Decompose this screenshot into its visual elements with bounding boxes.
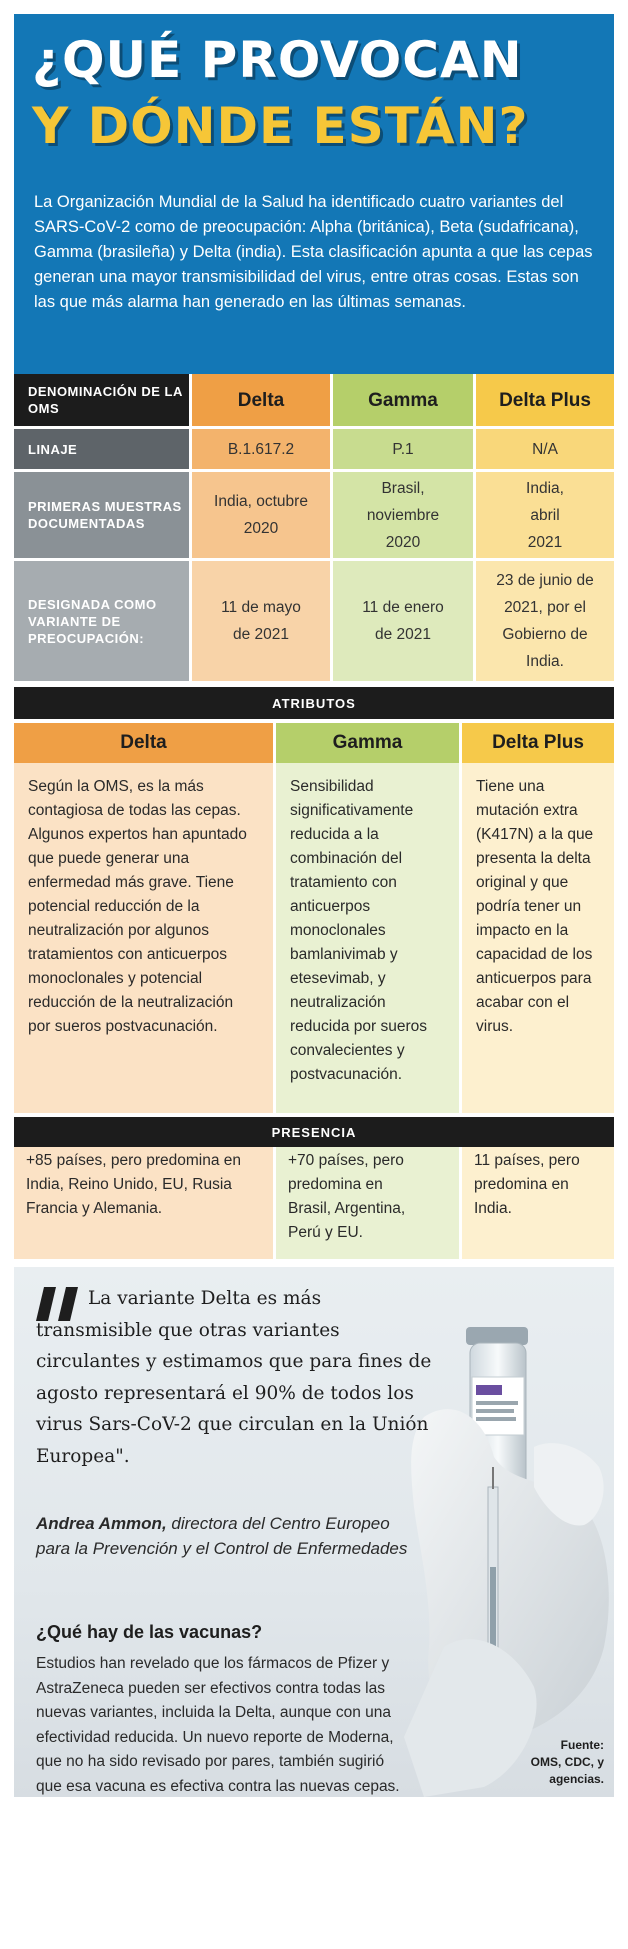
title-line-2: Y DÓNDE ESTÁN? <box>32 97 529 155</box>
table-row-primeras-muestras <box>14 472 614 558</box>
presencia-gamma: +70 países, pero predomina en Brasil, Argentina, Perú y EU. <box>276 1147 462 1259</box>
source-text: OMS, CDC, y agencias. <box>530 1755 604 1786</box>
quote-author <box>36 1511 426 1561</box>
row-label-primeras-muestras: PRIMERAS MUESTRAS DOCUMENTADAS <box>14 472 192 558</box>
atributos-delta <box>14 723 276 1113</box>
row-label-designada: DESIGNADA COMO VARIANTE DE PREOCUPACIÓN: <box>14 561 192 681</box>
atributos-gamma-title: Gamma <box>276 723 459 763</box>
quote-section <box>14 1267 614 1797</box>
author-name: Andrea Ammon, <box>36 1514 167 1533</box>
table-cell: India, abril 2021 <box>476 472 614 558</box>
title-line-1: ¿QUÉ PROVOCAN <box>32 31 523 89</box>
atributos-gamma-text: Sensibilidad significativamente reducida a la combinación del tratamiento con anticuerpos monoclonales bamlanivimab y etesevimab, y neutralización reducida por sueros convalecientes y postvacunación. <box>290 778 427 1083</box>
atributos-bar: ATRIBUTOS <box>14 687 614 719</box>
table-cell: P.1 <box>333 429 476 469</box>
row-label-denominacion: DENOMINACIÓN DE LA OMS <box>14 374 192 426</box>
quote-text: La variante Delta es más transmisible que otras variantes circulantes y estimamos que para fines de agosto representará el 90% de todos los virus Sars-CoV-2 que circulan en la Unión Europea". <box>36 1288 432 1467</box>
column-header-delta-plus: Delta Plus <box>476 374 614 426</box>
atributos-gamma <box>276 723 462 1113</box>
header-panel <box>14 14 614 374</box>
table-row-linaje <box>14 429 614 469</box>
vacunas-title: ¿Qué hay de las vacunas? <box>36 1622 263 1642</box>
column-header-delta: Delta <box>192 374 333 426</box>
presencia-columns <box>14 1147 614 1259</box>
presencia-delta-plus: 11 países, pero predomina en India. <box>462 1147 614 1259</box>
vacunas-text: Estudios han revelado que los fármacos de Pfizer y AstraZeneca pueden ser efectivos contra todas las nuevas variantes, incluida la Delta, aunque con una efectividad reducida. Un nuevo reporte de Moderna, que no ha sido revisado por pares, también sugirió que esa vacuna es efectiva contra las nuevas cepas. <box>36 1655 400 1795</box>
atributos-delta-plus-title: Delta Plus <box>462 723 614 763</box>
atributos-delta-title: Delta <box>14 723 273 763</box>
table-cell: B.1.617.2 <box>192 429 333 469</box>
infographic <box>14 14 614 1797</box>
row-label-linaje: LINAJE <box>14 429 192 469</box>
table-row-designada <box>14 561 614 681</box>
table-cell: N/A <box>476 429 614 469</box>
intro-paragraph: La Organización Mundial de la Salud ha identificado cuatro variantes del SARS-CoV-2 como de preocupación: Alpha (británica), Beta (sudafricana), Gamma (brasileña) y Delta (india). Esta clasificación apunta a que las cepas generan una mayor transmisibilidad del virus, entre otras cosas. Estas son las que más alarma han generado en las últimas semanas. <box>34 193 593 311</box>
presencia-bar: PRESENCIA <box>14 1117 614 1147</box>
author-role: directora del Centro Europeo para la Prevención y el Control de Enfermedades <box>36 1514 408 1558</box>
table-cell: 23 de junio de 2021, por el Gobierno de India. <box>476 561 614 681</box>
column-header-gamma: Gamma <box>333 374 476 426</box>
table-cell: 11 de mayo de 2021 <box>192 561 333 681</box>
table-cell: Brasil, noviembre 2020 <box>333 472 476 558</box>
table-cell: 11 de enero de 2021 <box>333 561 476 681</box>
presencia-delta: +85 países, pero predomina en India, Reino Unido, EU, Rusia Francia y Alemania. <box>14 1147 276 1259</box>
atributos-delta-plus <box>462 723 614 1113</box>
table-cell: India, octubre 2020 <box>192 472 333 558</box>
atributos-delta-plus-text: Tiene una mutación extra (K417N) a la que presenta la delta original y que podría tener un impacto en la capacidad de los anticuerpos para acabar con el virus. <box>476 778 594 1035</box>
atributos-delta-text: Según la OMS, es la más contagiosa de todas las cepas. Algunos expertos han apuntado que puede generar una enfermedad más grave. Tiene potencial reducción de la neutralización por algunos tratamientos con anticuerpos monoclonales y potencial reducción de la neutralización por sueros postvacunación. <box>28 778 247 1035</box>
source-note <box>504 1737 604 1788</box>
atributos-columns <box>14 723 614 1113</box>
source-label: Fuente: <box>560 1738 604 1752</box>
table-header-row <box>14 374 614 426</box>
